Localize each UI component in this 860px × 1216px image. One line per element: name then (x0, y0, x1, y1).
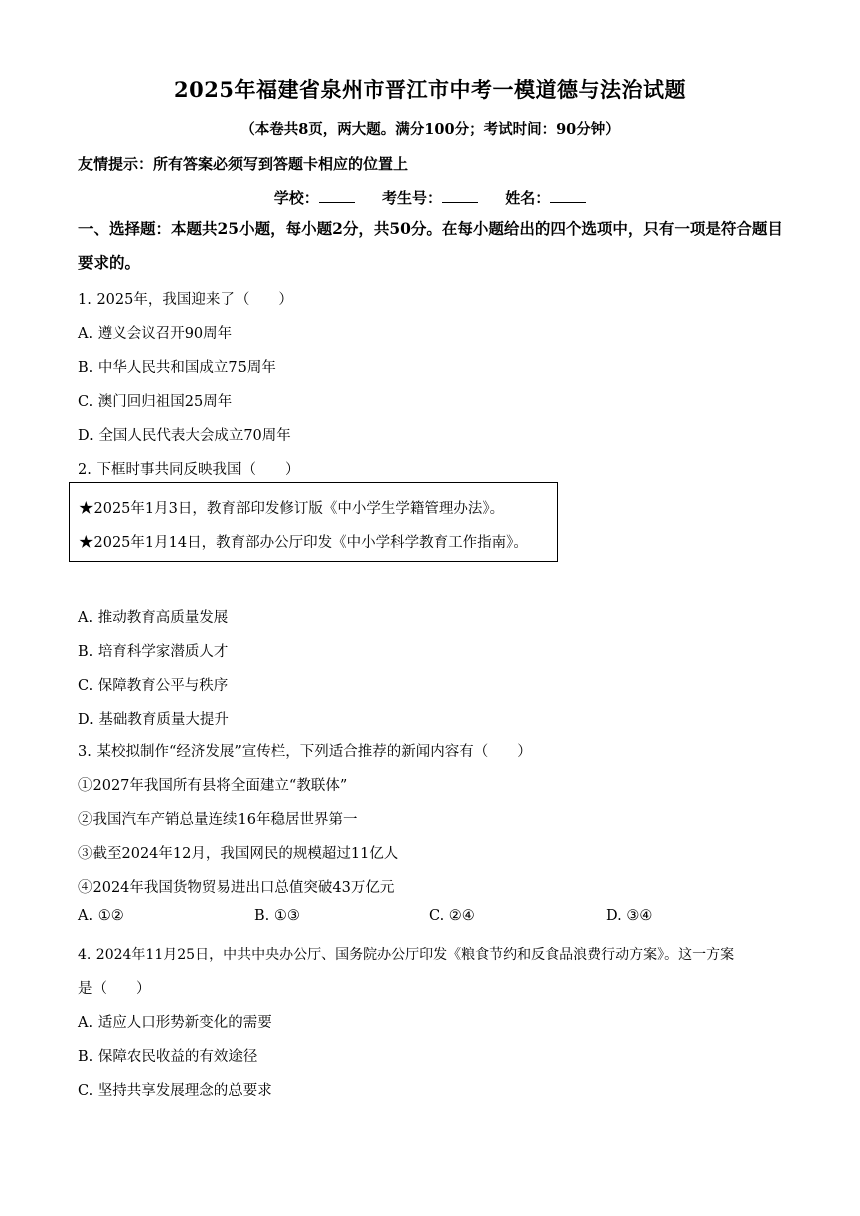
news-item-1: ★2025年1月3日，教育部印发修订版《中小学生学籍管理办法》。 (79, 501, 505, 517)
q2-option-c: C. 保障教育公平与秩序 (78, 678, 229, 694)
q3-option-d: D. ③④ (606, 908, 653, 924)
school-blank (319, 188, 355, 203)
q3-option-c: C. ②④ (429, 908, 475, 924)
q4-stem-line1: 4. 2024年11月25日，中共中央办公厅、国务院办公厅印发《粮食节约和反食品浪费行动方案》。这一方案 (78, 947, 735, 963)
exam-subtitle: （本卷共8页，两大题。满分100分；考试时间：90分钟） (240, 121, 620, 138)
q2-stem: 2. 下框时事共同反映我国（ ） (78, 462, 300, 478)
section-heading: 一、选择题：本题共25小题，每小题2分，共50分。在每小题给出的四个选项中，只有一项是符合题目要求的。 (78, 219, 783, 272)
school-label: 学校： (273, 189, 319, 207)
q4-option-c: C. 坚持共享发展理念的总要求 (78, 1083, 272, 1099)
q2-option-b: B. 培育科学家潜质人才 (78, 644, 229, 660)
q1-option-d: D. 全国人民代表大会成立70周年 (78, 428, 291, 444)
q3-item-1: ①2027年我国所有县将全面建立“教联体” (78, 778, 348, 794)
exam-number-label: 考生号： (381, 189, 442, 207)
q1-option-b: B. 中华人民共和国成立75周年 (78, 360, 276, 376)
news-box (69, 482, 558, 562)
page-title: 2025年福建省泉州市晋江市中考一模道德与法治试题 (174, 77, 686, 102)
q2-option-d: D. 基础教育质量大提升 (78, 712, 229, 728)
q1-option-c: C. 澳门回归祖国25周年 (78, 394, 233, 410)
name-blank (550, 188, 586, 203)
q4-stem-line2: 是（ ） (78, 981, 151, 997)
q3-stem: 3. 某校拟制作“经济发展”宣传栏，下列适合推荐的新闻内容有（ ） (78, 744, 532, 760)
q3-item-4: ④2024年我国货物贸易进出口总值突破43万亿元 (78, 880, 395, 896)
q3-option-a: A. ①② (78, 908, 124, 924)
q3-item-3: ③截至2024年12月，我国网民的规模超过11亿人 (78, 846, 399, 862)
q2-option-a: A. 推动教育高质量发展 (78, 610, 229, 626)
q3-option-b: B. ①③ (254, 908, 300, 924)
q1-stem: 1. 2025年，我国迎来了（ ） (78, 292, 293, 308)
name-label: 姓名： (505, 189, 551, 207)
news-item-2: ★2025年1月14日，教育部办公厅印发《中小学科学教育工作指南》。 (79, 535, 528, 551)
q1-option-a: A. 遵义会议召开90周年 (78, 326, 233, 342)
q4-option-a: A. 适应人口形势新变化的需要 (78, 1015, 272, 1031)
student-info (0, 187, 860, 208)
q4-option-b: B. 保障农民收益的有效途径 (78, 1049, 258, 1065)
q3-item-2: ②我国汽车产销总量连续16年稳居世界第一 (78, 812, 358, 828)
exam-number-blank (442, 188, 478, 203)
friendly-tip: 友情提示：所有答案必须写到答题卡相应的位置上 (78, 155, 409, 173)
